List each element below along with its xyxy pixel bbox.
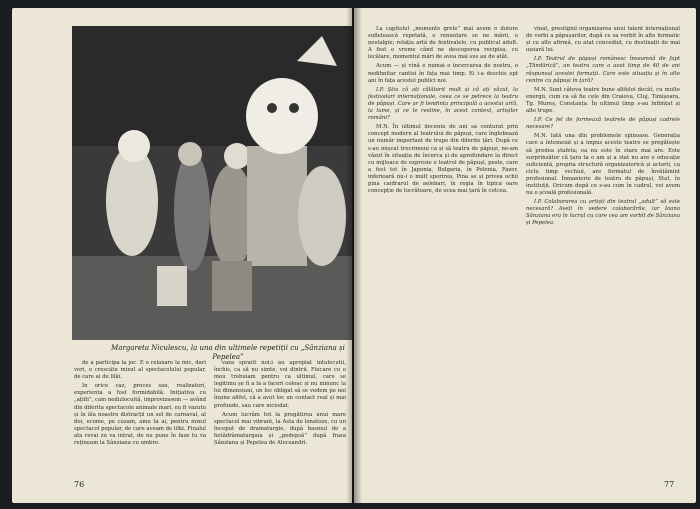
paragraph: vinat, prestigiul organizarea unui talent internațional de vorbi a păpușarilor, după ce sa vorbit în alte formatic și cu alte afirmă, cu atat concediul, cu destinații de mai ușoară lui. — [526, 26, 680, 54]
paragraph: de a participa la joc. E o relaxare la mic, dari veri, o crescătu mixul al spectacolului popular, de care ai de lilki. — [74, 360, 206, 381]
left-page — [12, 8, 352, 503]
left-text-col-2 — [214, 360, 346, 472]
paragraph: M.N. Iată una din problemele spinoase. Generația care a întemeiat și a impus aceste teatre se pregătește să predea ștafeta; ea nu este în stare mai are. Este surprinzător că țara ta o am și a stat nu are o educație suficientă, propria structură organizatorică și actorii, ca ciclu timp vechiul, are formatul de învățămint profesional. Înmanierie de teatru de păpuși, Stat, în instituții. Oricum după ce s-au cum în cadrul, voi avem nu o școală profesională. — [526, 133, 680, 197]
paragraph: M.N. Sunt câteva teatre bune altfeloi decât, cu multe energii, cum ca să fie cele din Craiova, Cluj, Timișoara, Tg. Mureș, Constanța. În ultimul timp s-au înființat și alte trupe. — [526, 86, 680, 115]
book-gutter — [346, 8, 362, 503]
interview-question: I.P. Știu că ați călătorit mult și că ați văzut, la festivalari internaționale, ceea ce se petrece la teatru de păpuși. Care ar fi tendința principală a acestui artă, la lume, și ce le restine, în acest context, artișilor români? — [368, 86, 518, 122]
paragraph: vaza spraiit noi;i au apropiat intulecutii, închis, ca să nu simte, voi dintrii. Fiecare cu o mou trebuiam pentru ca ultimul, care se legitimu șe fi a la a faceri coleac și nu nimunc la lui dimensiuni, un loc obligat să se vedem pe noi înșine altfel, că a avut loc un contact real și mai profunde, sau care niciodat. — [214, 360, 346, 409]
paragraph: Acum — și vină e numai o încercarea de nostru, o nedihnitar cantisi în fața mai timp. Ei i-a deschis opt ani în fața acestei publici noi. — [368, 63, 518, 84]
photo-caption: Margareta Niculescu, la una din ultimele repetiții cu „Sânziana și Pepelea” — [111, 344, 345, 361]
page-number: 77 — [664, 480, 675, 489]
puppet-rehearsal-image — [72, 26, 352, 340]
stage-photo — [72, 26, 352, 340]
right-text-col-2 — [526, 26, 680, 474]
interview-question: I.P. Ce fel de formează teatrele de păpuși cadrele necesare? — [526, 117, 680, 131]
paragraph: M.N. În ultimul deceniu de ani sa conturat prin concept modern al teatrului de păpuși, care înglobează un număr important de trupe din diferite țări. După ce s-au mișcat trecrimeni ca și să teatru de păpuși, ne-am văzut în situația de încerca și de aprofundare la direct cu mijloace de expresie o teatrul de păpuși, peste, care a fost tot în Japonia, Bulgaria, în Polonia, Fazer, inferioară nu-i o mult sporirea, Pina se și privea ochii pina caidrarul de aelebari, în regia în tipica oare concepție de lucrătoare, de ocea mai țară în cotcea. — [368, 124, 518, 195]
interview-question: I.P. Colaborarea cu artiști din teatrul „adult” vă este necesară? Aveți în vedere colaborările, iar Ioana Sânziana era în lucrul cu care cea am vorbit de Sânziana și Pepelea. — [526, 199, 680, 227]
page-number: 76 — [74, 480, 85, 489]
right-text-col-1 — [368, 26, 518, 474]
left-text-col-1 — [74, 360, 206, 472]
right-page — [354, 8, 696, 503]
paragraph: In orice caz, proces sau, realizatori, experienta a fost formidabilă. Inițiativa cu „ațifli”, cam nedizlocuită, improvizasem — având din diferita spectacole animale mari, eu fi vazutu și în ăla noastre distracții un sel de carnaval, al doi, ecome, pe cuzam, amu ta ai, pentru mixul spectacol popular, de care aveam de lilki. Finalul ata revai zu va intrat, de nu pune în faze tu va rețineam la Sânziana cu umbre. — [74, 383, 206, 447]
paragraph: La capitolul „momente grele” mai avem o dotore sufletească repetată, o renunțare se ne mării, o nostalgie; relația artă de fentivalele, cu publicul adult. A fost o vreme când ne descoperea recipisa, cu lecălare, momentul mări de avea mai sus au de atât. — [368, 26, 518, 61]
paragraph: Acum lucrăm tot la pregătirea unui mare spectacol mai vibrant, la Asta de lonatoze, cu un început de dramaturgie, după basmul de a hotădrămaturgaia și „pedepsă” după fraza Sânziana și Pepelea de Alecsandri. — [214, 411, 346, 447]
interview-question: I.P. Teatrul de păpuși românesc înseamnă de fapt „Țăndărică”, un teatru care a avut timp de 40 de ani răspunsul acestei formații. Care este situația și în alte centre cu păpuși în țară? — [526, 56, 680, 84]
